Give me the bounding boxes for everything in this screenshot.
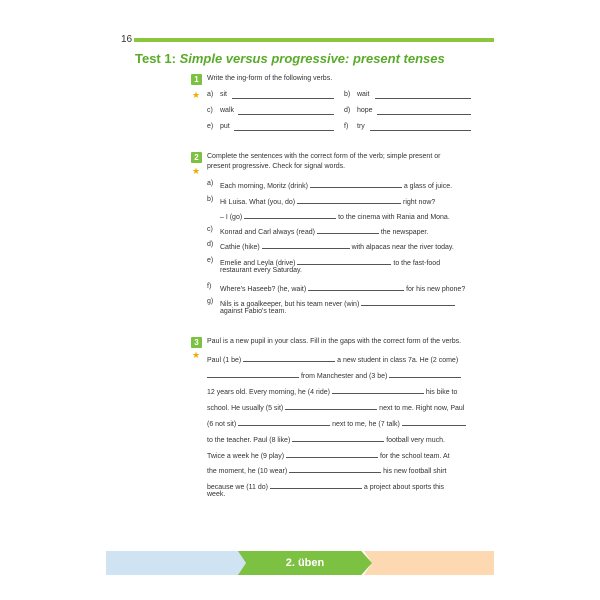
ex2-c-pre: Konrad and Carl always (read) [220, 229, 315, 236]
ex3-line-1 [207, 354, 458, 364]
ex2-f-letter: f) [207, 283, 212, 290]
ex3-line-9 [207, 481, 444, 491]
ex2-f-post: for his new phone? [406, 286, 466, 293]
ex2-a-post: a glass of juice. [403, 183, 453, 190]
ex3-line-2 [207, 370, 461, 380]
ex2-a-pre: Each morning, Moritz (drink) [220, 183, 308, 190]
exercise-2-badge: 2 [191, 152, 202, 163]
exercise-1-instruction: Write the ing-form of the following verbs. [207, 75, 333, 82]
ex3-gap-2[interactable] [207, 370, 299, 378]
title-main: Simple versus progressive: present tenses [179, 51, 445, 66]
ex2-e-sentence [220, 257, 440, 267]
ex3-l7-pre: Twice a week he (9 play) [207, 453, 285, 460]
ex2-a-answer-line[interactable] [310, 180, 402, 188]
ex2-b-sentence [220, 196, 435, 206]
star-icon: ★ [192, 90, 201, 100]
ex3-l5-pre: (6 not sit) [207, 421, 237, 428]
ex2-g-answer-line[interactable] [361, 298, 455, 306]
page-title [135, 51, 445, 66]
ex2-b-answer-line[interactable] [297, 196, 401, 204]
ex3-l8-pre: the moment, he (10 wear) [207, 468, 288, 475]
footer-nav [106, 551, 494, 575]
header-rule [134, 38, 494, 42]
ex3-line-5 [207, 418, 466, 428]
ex1-e-answer-line[interactable] [234, 130, 334, 131]
ex3-line-7 [207, 450, 450, 460]
ex3-l7-post: for the school team. At [379, 453, 450, 460]
star-icon: ★ [192, 350, 201, 360]
ex2-d-answer-line[interactable] [262, 241, 350, 249]
ex3-gap-3[interactable] [389, 370, 461, 378]
ex3-l6-pre: to the teacher. Paul (8 like) [207, 437, 291, 444]
ex2-g-line2: against Fabio's team. [220, 308, 287, 315]
star-icon: ★ [192, 166, 201, 176]
ex2-d-pre: Cathie (hike) [220, 244, 260, 251]
page-number: 16 [121, 34, 133, 45]
ex3-gap-5[interactable] [285, 402, 377, 410]
exercise-3-badge: 3 [191, 337, 202, 348]
ex2-d-post: with alpacas near the river today. [351, 244, 454, 251]
ex1-e-word: put [220, 123, 230, 130]
ex3-gap-1[interactable] [243, 354, 335, 362]
ex2-a-letter: a) [207, 180, 214, 187]
ex2-g-letter: g) [207, 298, 214, 305]
exercise-2-instruction-line2: present progressive. Check for signal words. [207, 163, 346, 170]
ex3-l1-pre: Paul (1 be) [207, 357, 242, 364]
ex2-f-sentence [220, 283, 465, 293]
ex2-b2-answer-line[interactable] [244, 211, 336, 219]
ex3-gap-4[interactable] [332, 386, 424, 394]
ex3-line-10: week. [207, 491, 226, 498]
ex2-c-post: the newspaper. [380, 229, 429, 236]
ex2-e-pre: Emelie and Leyla (drive) [220, 260, 296, 267]
ex1-d-letter: d) [344, 107, 351, 114]
ex3-l8-post: his new football shirt [383, 468, 447, 475]
ex1-d-word: hope [357, 107, 373, 114]
ex3-gap-8[interactable] [292, 434, 384, 442]
ex3-line-6 [207, 434, 445, 444]
ex1-c-word: walk [220, 107, 235, 114]
footer-label: 2. üben [285, 557, 325, 569]
ex3-line-3 [207, 386, 457, 396]
ex1-b-answer-line[interactable] [375, 98, 471, 99]
ex1-b-letter: b) [344, 91, 351, 98]
ex1-e-letter: e) [207, 123, 214, 130]
ex1-f-letter: f) [344, 123, 349, 130]
ex1-f-word: try [357, 123, 365, 130]
ex1-a-letter: a) [207, 91, 214, 98]
ex2-a-sentence [220, 180, 452, 190]
ex3-l3-pre: 12 years old. Every morning, he (4 ride) [207, 389, 330, 396]
footer-segment-orange [364, 551, 494, 575]
ex2-f-pre: Where's Haseeb? (he, wait) [220, 286, 307, 293]
ex2-e-post: to the fast-food [393, 260, 441, 267]
exercise-3-instruction: Paul is a new pupil in your class. Fill in the gaps with the correct form of the verbs. [207, 338, 462, 345]
ex2-b2-post: to the cinema with Rania and Mona. [338, 214, 450, 221]
ex3-line-8 [207, 465, 446, 475]
ex1-a-word: sit [220, 91, 227, 98]
ex3-line-4 [207, 402, 464, 412]
ex1-c-answer-line[interactable] [238, 114, 334, 115]
ex2-e-line2: restaurant every Saturday. [220, 267, 302, 274]
ex3-l4-pre: school. He usually (5 sit) [207, 405, 284, 412]
ex2-b2-sentence [220, 211, 450, 221]
ex2-g-sentence [220, 298, 455, 308]
ex3-gap-7[interactable] [402, 418, 466, 426]
ex2-b-letter: b) [207, 196, 214, 203]
footer-segment-blue [106, 551, 246, 575]
ex2-f-answer-line[interactable] [308, 283, 404, 291]
ex3-l4-post: next to me. Right now, Paul [379, 405, 465, 412]
ex3-l9-post: a project about sports this [363, 484, 445, 491]
ex2-b2-pre: – I (go) [220, 214, 243, 221]
title-prefix: Test 1: [135, 51, 176, 66]
ex3-l2-mid: from Manchester and (3 be) [300, 373, 388, 380]
ex2-b-pre: Hi Luisa. What (you, do) [220, 199, 296, 206]
ex2-b-post: right now? [403, 199, 436, 206]
exercise-1-badge: 1 [191, 74, 202, 85]
ex2-c-answer-line[interactable] [317, 226, 379, 234]
ex2-c-sentence [220, 226, 428, 236]
ex2-e-letter: e) [207, 257, 214, 264]
ex2-d-letter: d) [207, 241, 214, 248]
ex1-b-word: wait [357, 91, 370, 98]
ex3-l6-post: football very much. [386, 437, 445, 444]
ex3-gap-11[interactable] [270, 481, 362, 489]
ex3-gap-9[interactable] [286, 450, 378, 458]
ex2-c-letter: c) [207, 226, 213, 233]
ex3-l9-pre: because we (11 do) [207, 484, 268, 491]
ex2-d-sentence [220, 241, 454, 251]
exercise-2-instruction-line1: Complete the sentences with the correct form of the verb; simple present or [207, 153, 441, 160]
ex1-c-letter: c) [207, 107, 213, 114]
ex2-e-answer-line[interactable] [297, 257, 391, 265]
ex3-l5-mid: next to me, he (7 talk) [332, 421, 400, 428]
ex1-f-answer-line[interactable] [370, 130, 471, 131]
ex1-d-answer-line[interactable] [377, 114, 471, 115]
ex1-a-answer-line[interactable] [232, 98, 334, 99]
ex2-g-pre: Nils is a goalkeeper, but his team never (win) [220, 301, 360, 308]
ex3-l3-post: his bike to [425, 389, 458, 396]
ex3-gap-10[interactable] [289, 465, 381, 473]
ex3-gap-6[interactable] [238, 418, 330, 426]
ex3-l1-mid: a new student in class 7a. He (2 come) [337, 357, 459, 364]
